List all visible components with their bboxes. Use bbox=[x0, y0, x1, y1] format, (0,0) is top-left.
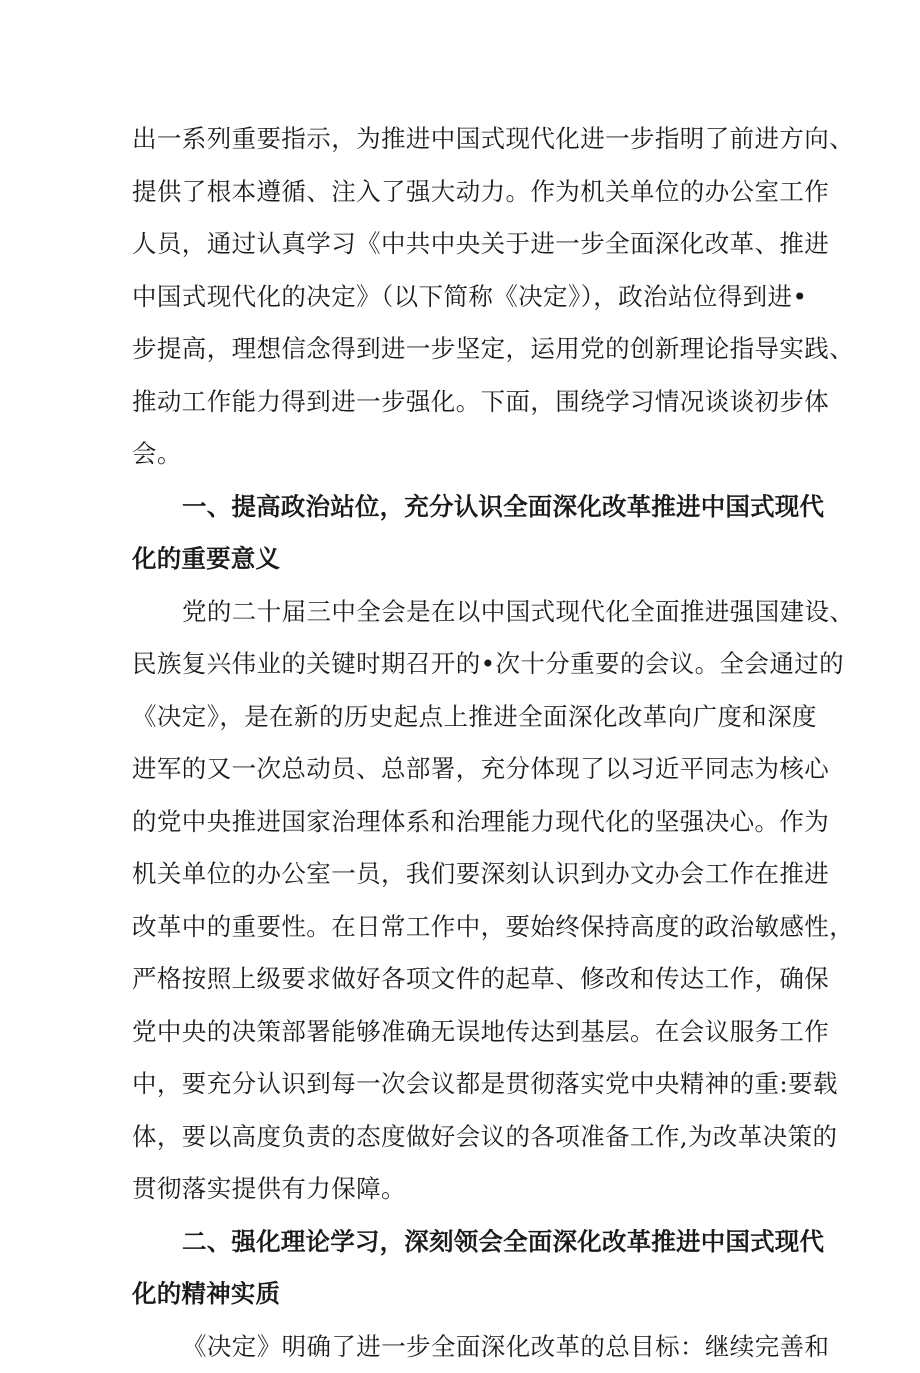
section1-body-line-11: 体，要以高度负责的态度做好会议的各项准备工作,为改革决策的 bbox=[132, 1111, 796, 1164]
intro-line-7: 会。 bbox=[132, 428, 796, 481]
section2-heading-line-2: 化的精神实质 bbox=[132, 1268, 796, 1321]
section1-body-line-3: 《决定》，是在新的历史起点上推进全面深化改革向广度和深度 bbox=[132, 691, 796, 744]
document-body bbox=[132, 113, 796, 1373]
section1-body-line-10: 中，要充分认识到每一次会议都是贯彻落实党中央精神的重:要载 bbox=[132, 1058, 796, 1111]
intro-line-2: 提供了根本遵循、注入了强大动力。作为机关单位的办公室工作 bbox=[132, 166, 796, 219]
intro-line-4: 中国式现代化的决定》（以下简称《决定》），政治站位得到进• bbox=[132, 271, 796, 324]
intro-line-1: 出一系列重要指示，为推进中国式现代化进一步指明了前进方向、 bbox=[132, 113, 796, 166]
intro-line-5: 步提高，理想信念得到进一步坚定，运用党的创新理论指导实践、 bbox=[132, 323, 796, 376]
section1-body-line-8: 严格按照上级要求做好各项文件的起草、修改和传达工作，确保 bbox=[132, 953, 796, 1006]
intro-line-6: 推动工作能力得到进一步强化。下面，围绕学习情况谈谈初步体 bbox=[132, 376, 796, 429]
section1-body-line-7: 改革中的重要性。在日常工作中，要始终保持高度的政治敏感性， bbox=[132, 901, 796, 954]
section1-body-line-1: 党的二十届三中全会是在以中国式现代化全面推进强国建设、 bbox=[132, 586, 796, 639]
section1-body-line-2: 民族复兴伟业的关键时期召开的•次十分重要的会议。全会通过的 bbox=[132, 638, 796, 691]
section1-heading-line-2: 化的重要意义 bbox=[132, 533, 796, 586]
section1-body-line-9: 党中央的决策部署能够准确无误地传达到基层。在会议服务工作 bbox=[132, 1006, 796, 1059]
section1-body-line-4: 进军的又一次总动员、总部署，充分体现了以习近平同志为核心 bbox=[132, 743, 796, 796]
intro-line-3: 人员，通过认真学习《中共中央关于进一步全面深化改革、推进 bbox=[132, 218, 796, 271]
section1-body-line-6: 机关单位的办公室一员，我们要深刻认识到办文办会工作在推进 bbox=[132, 848, 796, 901]
section1-heading-line-1: 一、提高政治站位，充分认识全面深化改革推进中国式现代 bbox=[132, 481, 796, 534]
section1-body-line-12: 贯彻落实提供有力保障。 bbox=[132, 1163, 796, 1216]
section2-heading-line-1: 二、强化理论学习，深刻领会全面深化改革推进中国式现代 bbox=[132, 1216, 796, 1269]
section1-body-line-5: 的党中央推进国家治理体系和治理能力现代化的坚强决心。作为 bbox=[132, 796, 796, 849]
section2-body-line-1: 《决定》明确了进一步全面深化改革的总目标：继续完善和 bbox=[132, 1321, 796, 1373]
